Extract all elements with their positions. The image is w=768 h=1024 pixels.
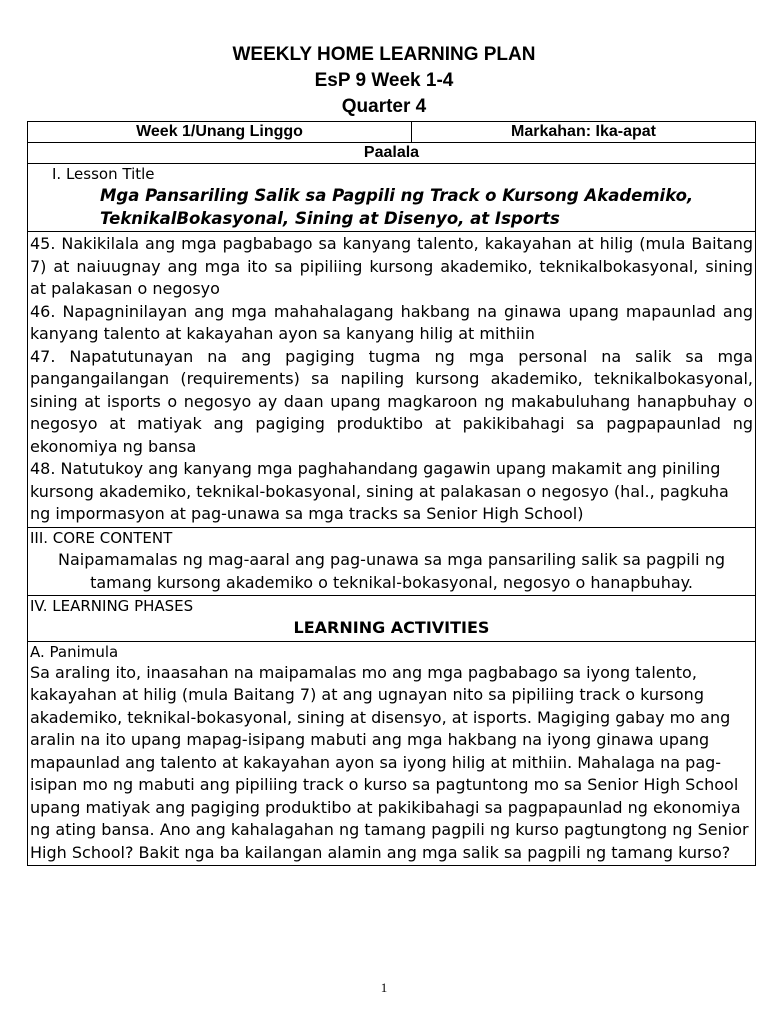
title-line-2: EsP 9 Week 1-4 (314, 70, 454, 91)
markahan-cell: Markahan: Ika-apat (412, 122, 756, 143)
panimula-label: A. Panimula (30, 642, 119, 661)
learning-phases-label: IV. LEARNING PHASES (30, 596, 194, 615)
week-row (28, 122, 756, 143)
lesson-title: Mga Pansariling Salik sa Pagpili ng Track o Kursong Akademiko, TeknikalBokasyonal, Sining at Disenyo, at Isports (100, 186, 694, 228)
learning-phases-row (28, 595, 756, 641)
week-cell: Week 1/Unang Linggo (28, 122, 412, 143)
title-line-3: Quarter 4 (341, 96, 427, 117)
panimula-text: Sa araling ito, inaasahan na maipamalas mo ang mga pagbabago sa iyong talento, kakayahan at hilig (mula Baitang 7) at ang ugnayan nito sa pipiliing track o kursong akademiko, teknikal-bokasyonal, sining at disensyo, at isports. Magiging gabay mo ang aralin na ito upang mapag-isipang mabuti ang mga hakbang na iyong ginawa upang mapaunlad ang talento at kakayahan ayon sa iyong hilig at mithiin. Mahalaga na pag-isipan mo ng mabuti ang pipiliing track o kurso sa pagtuntong mo sa Senior High School upang matiyak ang pagiging produktibo at pakikibahagi sa pagpapaunlad ng ekonomiya ng ating bansa. Ano ang kahalagahan ng tamang pagpili ng kurso pagtungtong ng Senior High School? Bakit nga ba kailangan alamin ang mga salik sa pagpili ng tamang kurso? (30, 662, 749, 862)
core-content-cell (28, 527, 756, 595)
learning-activities-heading: LEARNING ACTIVITIES (293, 617, 490, 637)
learning-plan-table (27, 121, 756, 866)
lesson-row (28, 164, 756, 232)
document-title (0, 42, 768, 120)
core-content-text: Naipamamalas ng mag-aaral ang pag-unawa sa mga pansariling salik sa pagpili ng tamang kursong akademiko o teknikal-bokasyonal, negosyo o hanapbuhay. (58, 549, 725, 592)
core-content-label: III. CORE CONTENT (30, 528, 173, 547)
title-line-1: WEEKLY HOME LEARNING PLAN (232, 44, 536, 65)
panimula-cell (28, 641, 756, 866)
paalala-cell: Paalala (28, 143, 756, 164)
learning-phases-cell (28, 595, 756, 641)
lesson-cell (28, 164, 756, 232)
core-content-row (28, 527, 756, 595)
competency-48: 48. Natutukoy ang kanyang mga paghahandang gagawin upang makamit ang piniling kursong akademiko, teknikal-bokasyonal, sining at palakasan o negosyo (hal., pagkuha ng impormasyon at pag-unawa sa mga tracks sa Senior High School) (30, 459, 729, 523)
competencies-cell (28, 232, 756, 528)
lesson-title-label: I. Lesson Title (52, 165, 155, 183)
panimula-row (28, 641, 756, 866)
competency-45: 45. Nakikilala ang mga pagbabago sa kanyang talento, kakayahan at hilig (mula Baitang 7) at naiuugnay ang mga ito sa pipiliing kursong akademiko, teknikalbokasyonal, sining at palakasan o negosyo (30, 234, 753, 298)
competency-46: 46. Napagninilayan ang mga mahahalagang hakbang na ginawa upang mapaunlad ang kanyang talento at kakayahan ayon sa kanyang hilig at mithiin (30, 301, 753, 343)
competencies-row (28, 232, 756, 528)
competency-47: 47. Napatutunayan na ang pagiging tugma ng mga personal na salik sa mga pangangailangan (requirements) sa napiling kursong akademiko, teknikalbokasyonal, sining at isports o negosyo ay daan upang magkaroon ng makabuluhang hanapbuhay o negosyo at matiyak ang pagiging produktibo at pakikibahagi sa pagpapaunlad ng ekonomiya ng bansa (30, 346, 753, 456)
paalala-row (28, 143, 756, 164)
page-number: 1 (380, 980, 388, 995)
